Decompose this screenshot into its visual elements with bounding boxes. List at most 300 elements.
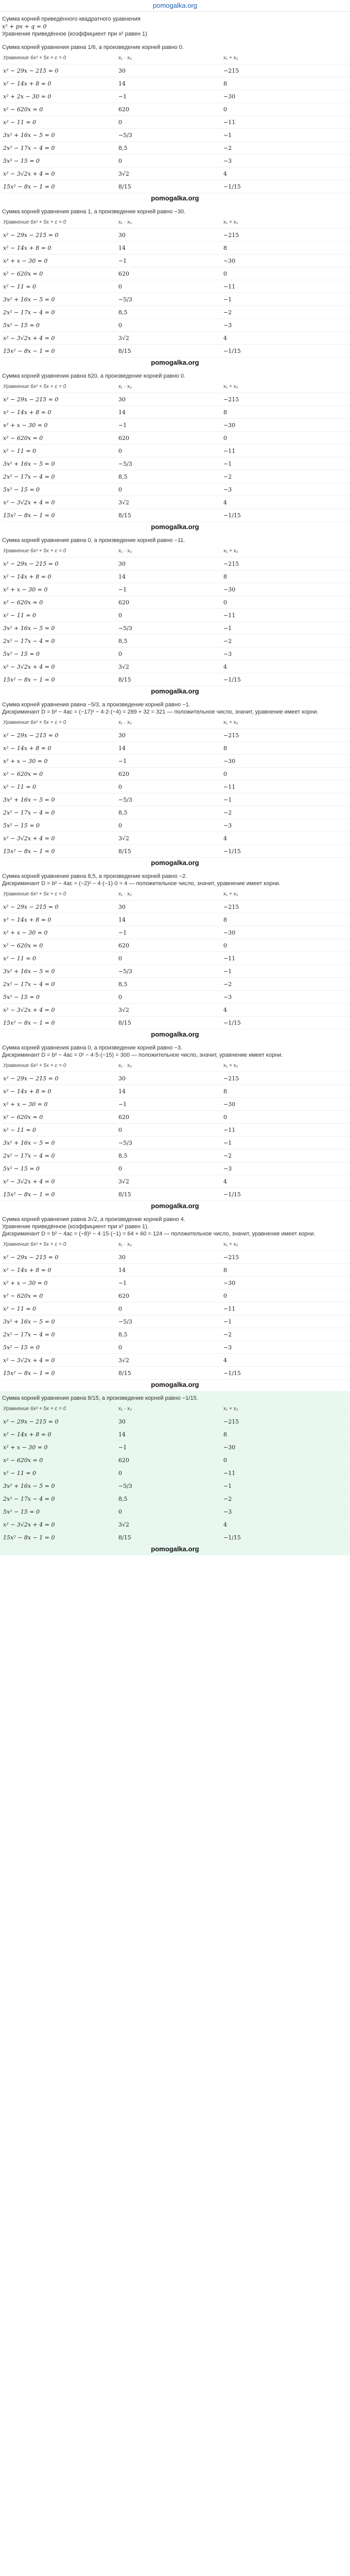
table-cell-a: −1 (117, 1098, 222, 1111)
table-cell-a: 3√2 (117, 1175, 222, 1188)
table-row (2, 583, 350, 596)
table-row (2, 845, 350, 858)
watermark: pomogalka.org (151, 1381, 199, 1388)
table-cell-b: −3 (222, 991, 350, 1004)
table-cell-eq: x² − 620x = 0 (2, 1111, 117, 1124)
table-row (2, 781, 350, 793)
table-cell-a: −5/3 (117, 1480, 222, 1493)
section-note: Дискриминант D = b² − 4ac = (−17)² − 4·2·(−4) = 289 + 32 = 321 — положительное число, значит, уравнение имеет корни. (2, 709, 319, 715)
table-cell-b: 4 (222, 1175, 350, 1188)
table-row (2, 1004, 350, 1016)
table-cell-b: −215 (222, 64, 350, 77)
table-cell-a: 620 (117, 1290, 222, 1302)
table-cell-eq: 15x² − 8x − 1 = 0 (2, 1016, 117, 1029)
table-cell-b: −1/15 (222, 1188, 350, 1201)
table-cell-a: 8/15 (117, 845, 222, 858)
table-cell-b: −1/15 (222, 180, 350, 193)
table-row (2, 432, 350, 445)
table-cell-eq: 5x² − 15 = 0 (2, 991, 117, 1004)
table-row (2, 1315, 350, 1328)
table-header-row (2, 52, 350, 64)
roots-table (2, 380, 350, 522)
table-cell-eq: x² − 620x = 0 (2, 1290, 117, 1302)
table-cell-b: 0 (222, 939, 350, 952)
table-cell-a: 3√2 (117, 1004, 222, 1016)
table-cell-b: −2 (222, 635, 350, 648)
solution-section (0, 369, 350, 533)
table-header-cell: x₁ + x₂ (222, 52, 350, 64)
table-header-cell: Уравнение 6x² + 5x + c = 0 (2, 716, 117, 729)
table-cell-a: 3√2 (117, 1518, 222, 1531)
table-cell-b: −30 (222, 755, 350, 768)
table-cell-eq: x² − 14x + 8 = 0 (2, 1085, 117, 1098)
table-row (2, 1290, 350, 1302)
solution-section (0, 698, 350, 869)
table-cell-eq: x² + x − 30 = 0 (2, 419, 117, 432)
table-cell-b: 4 (222, 832, 350, 845)
table-cell-b: 8 (222, 406, 350, 419)
table-cell-b: −215 (222, 901, 350, 913)
table-cell-eq: x² − 620x = 0 (2, 103, 117, 116)
table-row (2, 609, 350, 622)
table-cell-eq: x² − 29x − 215 = 0 (2, 64, 117, 77)
table-header-row (2, 1059, 350, 1072)
table-row (2, 306, 350, 319)
table-header-cell: Уравнение 6x² + 5x + c = 0 (2, 545, 117, 557)
table-row (2, 1264, 350, 1277)
table-row (2, 673, 350, 686)
table-header-row (2, 216, 350, 229)
table-row (2, 742, 350, 755)
table-cell-b: 4 (222, 1518, 350, 1531)
table-cell-b: −3 (222, 483, 350, 496)
table-header-cell: Уравнение 6x² + 5x + c = 0 (2, 1059, 117, 1072)
table-row (2, 729, 350, 742)
table-cell-b: 0 (222, 596, 350, 609)
watermark: pomogalka.org (151, 687, 199, 695)
table-cell-b: 4 (222, 1354, 350, 1367)
table-cell-eq: x² − 11 = 0 (2, 1467, 117, 1480)
table-row (2, 1137, 350, 1149)
solution-section (0, 1391, 350, 1555)
table-cell-a: −1 (117, 419, 222, 432)
table-row (2, 180, 350, 193)
table-row (2, 978, 350, 991)
table-row (2, 596, 350, 609)
table-cell-b: 8 (222, 570, 350, 583)
sections-container (0, 40, 350, 1555)
table-cell-eq: x² − 620x = 0 (2, 267, 117, 280)
table-cell-a: 8,5 (117, 978, 222, 991)
table-header-row (2, 380, 350, 393)
table-cell-a: −5/3 (117, 1137, 222, 1149)
table-header-cell: x₁ + x₂ (222, 380, 350, 393)
table-cell-eq: x² − 14x + 8 = 0 (2, 1264, 117, 1277)
table-row (2, 90, 350, 103)
table-cell-a: 30 (117, 557, 222, 570)
table-cell-eq: x² − 3√2x + 4 = 0 (2, 660, 117, 673)
table-cell-b: −2 (222, 1493, 350, 1505)
table-header-cell: x₁ + x₂ (222, 888, 350, 901)
roots-table (2, 888, 350, 1029)
table-cell-a: −1 (117, 90, 222, 103)
table-cell-b: −1 (222, 622, 350, 635)
table-row (2, 229, 350, 242)
table-cell-a: 0 (117, 781, 222, 793)
intro-section (0, 12, 350, 40)
table-cell-b: −3 (222, 1505, 350, 1518)
table-cell-a: 14 (117, 242, 222, 255)
table-header-cell: x₁ · x₂ (117, 888, 222, 901)
table-cell-eq: 15x² − 8x − 1 = 0 (2, 509, 117, 522)
table-cell-a: −5/3 (117, 129, 222, 142)
table-cell-a: 14 (117, 742, 222, 755)
watermark: pomogalka.org (151, 1545, 199, 1553)
table-cell-b: 0 (222, 1111, 350, 1124)
roots-table (2, 216, 350, 358)
table-cell-b: −1/15 (222, 1531, 350, 1544)
table-cell-b: −1/15 (222, 1367, 350, 1380)
table-cell-a: 30 (117, 1415, 222, 1428)
table-cell-eq: 15x² − 8x − 1 = 0 (2, 673, 117, 686)
solution-section (0, 205, 350, 369)
table-row (2, 1302, 350, 1315)
table-row (2, 496, 350, 509)
section-title: Сумма корней уравнения равна 3√2, а произведение корней равно 4. (2, 1216, 185, 1223)
table-cell-b: 8 (222, 913, 350, 926)
roots-table (2, 545, 350, 686)
table-cell-eq: 2x² − 17x − 4 = 0 (2, 1149, 117, 1162)
table-cell-b: −11 (222, 952, 350, 965)
table-row (2, 622, 350, 635)
table-header-row (2, 716, 350, 729)
table-row (2, 806, 350, 819)
table-row (2, 1149, 350, 1162)
table-cell-a: 8,5 (117, 1328, 222, 1341)
table-row (2, 293, 350, 306)
section-note: Уравнение приведённое (коэффициент при x² равен 1). (2, 1224, 149, 1230)
table-header-row (2, 888, 350, 901)
table-cell-eq: x² − 620x = 0 (2, 768, 117, 781)
table-cell-a: −5/3 (117, 793, 222, 806)
table-cell-b: 4 (222, 660, 350, 673)
table-row (2, 509, 350, 522)
table-cell-b: −3 (222, 155, 350, 167)
table-cell-eq: x² − 3√2x + 4 = 0 (2, 832, 117, 845)
solution-section (0, 1212, 350, 1391)
table-cell-b: −2 (222, 1149, 350, 1162)
table-cell-b: −11 (222, 1467, 350, 1480)
table-header-cell: x₁ · x₂ (117, 1238, 222, 1251)
table-header-cell: x₁ · x₂ (117, 216, 222, 229)
table-cell-b: −2 (222, 806, 350, 819)
table-cell-a: 0 (117, 445, 222, 457)
table-cell-eq: 3x² + 16x − 5 = 0 (2, 293, 117, 306)
section-note: Дискриминант D = b² − 4ac = (−8)² − 4·15·(−1) = 64 + 60 = 124 — положительное число, значит, уравнение имеет корни. (2, 1231, 316, 1237)
table-cell-a: 0 (117, 819, 222, 832)
table-cell-b: 4 (222, 332, 350, 345)
table-cell-eq: 15x² − 8x − 1 = 0 (2, 180, 117, 193)
table-cell-eq: 15x² − 8x − 1 = 0 (2, 1367, 117, 1380)
table-cell-eq: 2x² − 17x − 4 = 0 (2, 978, 117, 991)
table-cell-a: 8/15 (117, 1531, 222, 1544)
table-cell-eq: 3x² + 16x − 5 = 0 (2, 457, 117, 470)
table-cell-a: 8/15 (117, 673, 222, 686)
table-cell-b: 8 (222, 742, 350, 755)
solution-section (0, 533, 350, 698)
table-cell-a: 0 (117, 280, 222, 293)
table-cell-a: −5/3 (117, 457, 222, 470)
section-note: Дискриминант D = b² − 4ac = 0² − 4·5·(−15) = 300 — положительное число, значит, уравнение имеет корни. (2, 1052, 283, 1058)
table-cell-b: −30 (222, 1277, 350, 1290)
table-header-cell: x₁ · x₂ (117, 545, 222, 557)
table-cell-b: −1/15 (222, 509, 350, 522)
table-row (2, 1467, 350, 1480)
table-cell-a: 8,5 (117, 1493, 222, 1505)
table-cell-b: −1 (222, 129, 350, 142)
table-cell-eq: 3x² + 16x − 5 = 0 (2, 129, 117, 142)
table-cell-a: −5/3 (117, 622, 222, 635)
table-cell-a: 30 (117, 393, 222, 406)
table-row (2, 77, 350, 90)
table-cell-eq: x² − 620x = 0 (2, 939, 117, 952)
table-cell-b: 0 (222, 1290, 350, 1302)
table-cell-a: 0 (117, 1505, 222, 1518)
watermark-row (2, 1544, 348, 1553)
watermark: pomogalka.org (151, 359, 199, 366)
table-cell-eq: x² − 3√2x + 4 = 0 (2, 1004, 117, 1016)
table-cell-eq: x² + x − 30 = 0 (2, 583, 117, 596)
table-cell-a: −1 (117, 255, 222, 267)
table-row (2, 319, 350, 332)
table-cell-eq: x² + x − 30 = 0 (2, 926, 117, 939)
table-cell-a: 14 (117, 406, 222, 419)
table-row (2, 1098, 350, 1111)
table-cell-eq: 5x² − 15 = 0 (2, 1341, 117, 1354)
table-cell-a: 8/15 (117, 1367, 222, 1380)
table-cell-eq: 2x² − 17x − 4 = 0 (2, 635, 117, 648)
table-cell-b: 4 (222, 167, 350, 180)
table-cell-a: 8,5 (117, 306, 222, 319)
table-cell-eq: x² − 11 = 0 (2, 609, 117, 622)
table-cell-eq: x² − 14x + 8 = 0 (2, 77, 117, 90)
table-cell-eq: x² − 14x + 8 = 0 (2, 1428, 117, 1441)
table-cell-a: 620 (117, 596, 222, 609)
table-cell-eq: 2x² − 17x − 4 = 0 (2, 1328, 117, 1341)
table-row (2, 155, 350, 167)
table-row (2, 926, 350, 939)
table-cell-a: 3√2 (117, 1354, 222, 1367)
table-cell-eq: x² + x − 30 = 0 (2, 1277, 117, 1290)
table-header-cell: x₁ · x₂ (117, 52, 222, 64)
table-cell-eq: 2x² − 17x − 4 = 0 (2, 470, 117, 483)
table-header-cell: Уравнение 6x² + 5x + c = 0 (2, 380, 117, 393)
table-row (2, 255, 350, 267)
table-cell-b: −1 (222, 457, 350, 470)
table-cell-eq: 5x² − 15 = 0 (2, 1505, 117, 1518)
table-row (2, 648, 350, 660)
watermark-row (2, 858, 348, 867)
table-row (2, 1341, 350, 1354)
table-cell-b: −1 (222, 293, 350, 306)
table-cell-b: −2 (222, 306, 350, 319)
table-cell-a: 0 (117, 1467, 222, 1480)
table-cell-eq: x² + x − 30 = 0 (2, 1441, 117, 1454)
table-row (2, 901, 350, 913)
table-row (2, 635, 350, 648)
table-cell-eq: 15x² − 8x − 1 = 0 (2, 1531, 117, 1544)
table-cell-b: −1/15 (222, 673, 350, 686)
table-cell-b: −30 (222, 583, 350, 596)
table-row (2, 952, 350, 965)
table-cell-a: 620 (117, 939, 222, 952)
section-note: Дискриминант D = b² − 4ac = (−2)² − 4·(−1)·0 = 4 — положительное число, значит, уравнение имеет корни. (2, 880, 281, 887)
table-cell-a: 3√2 (117, 496, 222, 509)
table-cell-eq: x² − 14x + 8 = 0 (2, 570, 117, 583)
table-cell-eq: x² − 11 = 0 (2, 445, 117, 457)
table-cell-a: 620 (117, 768, 222, 781)
table-cell-a: 0 (117, 319, 222, 332)
table-cell-a: 8/15 (117, 345, 222, 358)
table-header-cell: x₁ + x₂ (222, 1402, 350, 1415)
table-cell-b: −2 (222, 1328, 350, 1341)
table-cell-b: −215 (222, 557, 350, 570)
table-cell-b: −1/15 (222, 845, 350, 858)
table-row (2, 332, 350, 345)
table-cell-a: 8/15 (117, 1016, 222, 1029)
table-cell-b: −11 (222, 781, 350, 793)
table-cell-eq: 3x² + 16x − 5 = 0 (2, 793, 117, 806)
table-cell-eq: x² − 3√2x + 4 = 0 (2, 1518, 117, 1531)
table-cell-eq: x² − 11 = 0 (2, 1124, 117, 1137)
table-cell-a: 0 (117, 1302, 222, 1315)
watermark: pomogalka.org (151, 1030, 199, 1038)
table-cell-a: 620 (117, 1111, 222, 1124)
table-row (2, 142, 350, 155)
table-row (2, 1162, 350, 1175)
table-cell-b: −215 (222, 393, 350, 406)
table-cell-b: −11 (222, 1302, 350, 1315)
table-cell-eq: x² − 14x + 8 = 0 (2, 913, 117, 926)
table-cell-eq: x² − 14x + 8 = 0 (2, 742, 117, 755)
table-cell-b: −1 (222, 965, 350, 978)
table-cell-b: −1 (222, 793, 350, 806)
table-header-cell: x₁ · x₂ (117, 1402, 222, 1415)
solution-section (0, 40, 350, 205)
table-cell-eq: x² − 620x = 0 (2, 596, 117, 609)
table-cell-b: −1 (222, 1480, 350, 1493)
table-header-row (2, 1238, 350, 1251)
section-title: Сумма корней уравнения равна 8/15, а произведение корней равно −1/15. (2, 1395, 198, 1401)
table-row (2, 660, 350, 673)
section-title: Сумма корней уравнения равна 620, а произведение корней равно 0. (2, 373, 186, 379)
table-cell-eq: 5x² − 15 = 0 (2, 648, 117, 660)
table-cell-a: −1 (117, 926, 222, 939)
table-cell-a: 14 (117, 570, 222, 583)
table-cell-b: 8 (222, 1264, 350, 1277)
table-row (2, 483, 350, 496)
table-cell-a: 3√2 (117, 660, 222, 673)
table-cell-b: −30 (222, 926, 350, 939)
table-row (2, 1251, 350, 1264)
table-cell-b: 4 (222, 496, 350, 509)
table-cell-eq: x² − 11 = 0 (2, 781, 117, 793)
table-cell-a: 30 (117, 1251, 222, 1264)
table-cell-b: −3 (222, 1341, 350, 1354)
roots-table (2, 716, 350, 858)
table-row (2, 1493, 350, 1505)
table-header-cell: x₁ + x₂ (222, 1059, 350, 1072)
table-cell-eq: 3x² + 16x − 5 = 0 (2, 1315, 117, 1328)
section-title: Сумма корней уравнения равна 1, а произведение корней равно −30. (2, 209, 186, 215)
table-header-cell: x₁ · x₂ (117, 1059, 222, 1072)
table-row (2, 1085, 350, 1098)
table-cell-eq: x² − 14x + 8 = 0 (2, 242, 117, 255)
site-header[interactable]: pomogalka.org (0, 0, 350, 12)
table-cell-eq: x² − 11 = 0 (2, 280, 117, 293)
table-cell-b: −1 (222, 1315, 350, 1328)
table-cell-eq: x² − 29x − 215 = 0 (2, 557, 117, 570)
table-cell-a: −1 (117, 583, 222, 596)
table-cell-a: 14 (117, 1264, 222, 1277)
table-row (2, 393, 350, 406)
table-cell-b: −215 (222, 229, 350, 242)
table-row (2, 406, 350, 419)
table-cell-eq: x² − 29x − 215 = 0 (2, 229, 117, 242)
intro-formula: x² + px + q = 0 (2, 23, 47, 30)
table-row (2, 832, 350, 845)
table-cell-b: −215 (222, 1415, 350, 1428)
table-row (2, 267, 350, 280)
table-header-cell: x₁ · x₂ (117, 380, 222, 393)
table-cell-b: −11 (222, 116, 350, 129)
table-row (2, 280, 350, 293)
table-cell-eq: x² − 11 = 0 (2, 1302, 117, 1315)
table-cell-a: 0 (117, 1341, 222, 1354)
table-cell-a: 3√2 (117, 167, 222, 180)
table-row (2, 913, 350, 926)
watermark-row (2, 1380, 348, 1389)
table-cell-eq: x² − 29x − 215 = 0 (2, 1251, 117, 1264)
table-cell-b: −215 (222, 1251, 350, 1264)
table-row (2, 345, 350, 358)
table-cell-b: 0 (222, 267, 350, 280)
table-row (2, 457, 350, 470)
table-cell-a: −5/3 (117, 1315, 222, 1328)
table-cell-a: 620 (117, 432, 222, 445)
table-cell-a: 30 (117, 1072, 222, 1085)
watermark-row (2, 686, 348, 696)
table-row (2, 1505, 350, 1518)
table-cell-b: −215 (222, 729, 350, 742)
table-cell-a: 0 (117, 155, 222, 167)
table-cell-a: 8,5 (117, 806, 222, 819)
table-header-cell: x₁ + x₂ (222, 1238, 350, 1251)
table-cell-b: 4 (222, 1004, 350, 1016)
table-row (2, 470, 350, 483)
section-title: Сумма корней уравнения равна 0, а произведение корней равно −3. (2, 1045, 183, 1051)
table-row (2, 1480, 350, 1493)
table-cell-b: −3 (222, 819, 350, 832)
table-row (2, 1354, 350, 1367)
table-cell-b: −30 (222, 1098, 350, 1111)
table-cell-a: −5/3 (117, 965, 222, 978)
table-row (2, 129, 350, 142)
table-cell-b: −3 (222, 319, 350, 332)
table-cell-a: 14 (117, 913, 222, 926)
table-row (2, 755, 350, 768)
table-row (2, 116, 350, 129)
